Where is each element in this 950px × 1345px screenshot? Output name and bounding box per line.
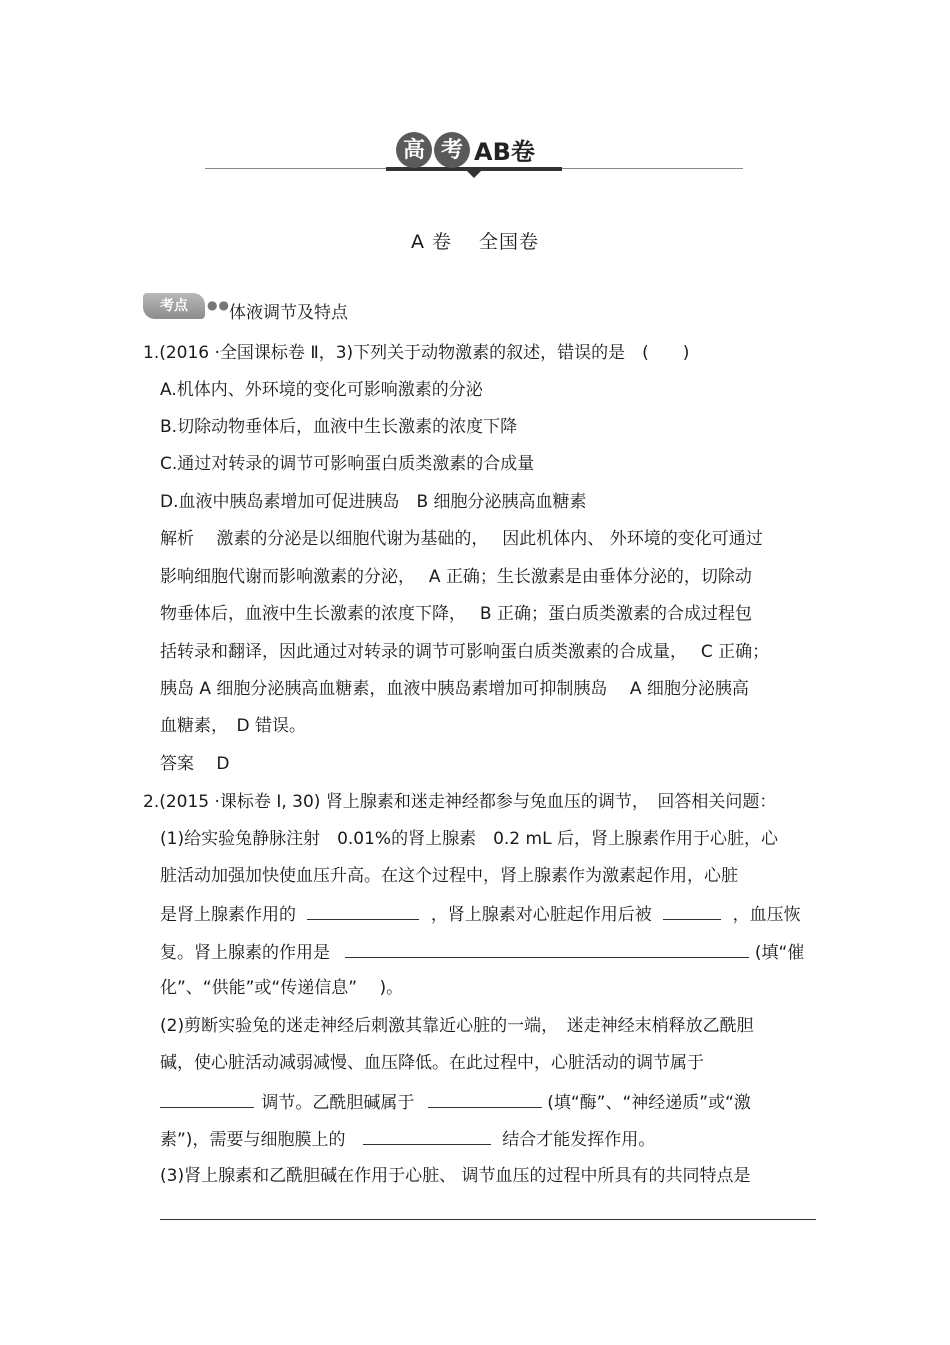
header-char-kao: 考 (434, 132, 470, 168)
header-suffix: AB卷 (474, 138, 535, 166)
q1-analysis-line-1: 解析 激素的分泌是以细胞代谢为基础的， 因此机体内、 外环境的变化可通过 (160, 529, 763, 549)
topic-badge: 考点 (143, 293, 205, 319)
q1-answer: 答案 D (160, 754, 230, 774)
topic-dots: ●● (207, 298, 230, 312)
q2-part2-line-4 (160, 1126, 655, 1152)
text-segment: (填“催 (754, 943, 805, 963)
text-segment: ，血压恢 (732, 905, 801, 925)
text-segment: 调节。乙酰胆碱属于 (261, 1093, 415, 1113)
q1-analysis-line-5: 胰岛 A 细胞分泌胰高血糖素，血液中胰岛素增加可抑制胰岛 A 细胞分泌胰高 (160, 679, 749, 699)
question-2-stem: 2.(2015 ·课标卷 Ⅰ, 30) 肾上腺素和迷走神经都参与兔血压的调节， 回答相关问题： (143, 792, 777, 812)
text-segment: ，肾上腺素对心脏起作用后被 (430, 905, 652, 925)
answer-blank-6[interactable] (363, 1126, 491, 1145)
question-1-stem: 1.(2016 ·全国课标卷 Ⅱ，3)下列关于动物激素的叙述，错误的是 ( ) (143, 343, 690, 363)
q1-analysis-line-6: 血糖素， D 错误。 (160, 716, 306, 736)
header-notch (466, 170, 482, 178)
answer-blank-4[interactable] (160, 1089, 254, 1108)
q2-part3-line-1: (3)肾上腺素和乙酰胆碱在作用于心脏、 调节血压的过程中所具有的共同特点是 (160, 1166, 751, 1186)
q2-part1-line-5: 化”、“供能”或“传递信息” )。 (160, 978, 404, 998)
header-char-gao: 高 (396, 132, 432, 168)
q2-part2-line-3 (160, 1089, 751, 1115)
q1-option-b: B.切除动物垂体后，血液中生长激素的浓度下降 (160, 417, 518, 437)
q2-part2-line-1: (2)剪断实验兔的迷走神经后刺激其靠近心脏的一端， 迷走神经末梢释放乙酰胆 (160, 1016, 754, 1036)
answer-blank-5[interactable] (428, 1089, 542, 1108)
q2-part1-line-2: 脏活动加强加快使血压升高。在这个过程中，肾上腺素作为激素起作用，心脏 (160, 866, 738, 886)
q1-analysis-line-3: 物垂体后，血液中生长激素的浓度下降， B 正确；蛋白质类激素的合成过程包 (160, 604, 752, 624)
text-segment: 复。肾上腺素的作用是 (160, 943, 330, 963)
topic-title: 体液调节及特点 (229, 303, 348, 323)
q1-option-d: D.血液中胰岛素增加可促进胰岛 B 细胞分泌胰高血糖素 (160, 492, 587, 512)
q2-part2-line-2: 碱，使心脏活动减弱减慢、血压降低。在此过程中，心脏活动的调节属于 (160, 1053, 704, 1073)
answer-blank-2[interactable] (663, 901, 721, 920)
q2-part1-line-1: (1)给实验兔静脉注射 0.01%的肾上腺素 0.2 mL 后，肾上腺素作用于心脏，心 (160, 829, 778, 849)
page-subtitle: A 卷 全国卷 (410, 231, 540, 253)
q1-option-a: A.机体内、外环境的变化可影响激素的分泌 (160, 380, 483, 400)
q1-analysis-line-4: 括转录和翻译，因此通过对转录的调节可影响蛋白质类激素的合成量， C 正确； (160, 642, 770, 662)
q2-part1-line-3 (160, 901, 801, 927)
text-segment: 素”)，需要与细胞膜上的 (160, 1130, 346, 1150)
answer-blank-1[interactable] (307, 901, 419, 920)
text-segment: 是肾上腺素作用的 (160, 905, 296, 925)
q1-analysis-line-2: 影响细胞代谢而影响激素的分泌， A 正确；生长激素是由垂体分泌的，切除动 (160, 567, 752, 587)
text-segment: (填“酶”、“神经递质”或“激 (547, 1093, 751, 1113)
text-segment: 结合才能发挥作用。 (502, 1130, 656, 1150)
answer-blank-3[interactable] (345, 939, 749, 958)
q1-option-c: C.通过对转录的调节可影响蛋白质类激素的合成量 (160, 454, 535, 474)
q2-part1-line-4 (160, 939, 804, 965)
answer-blank-7[interactable] (160, 1219, 816, 1220)
